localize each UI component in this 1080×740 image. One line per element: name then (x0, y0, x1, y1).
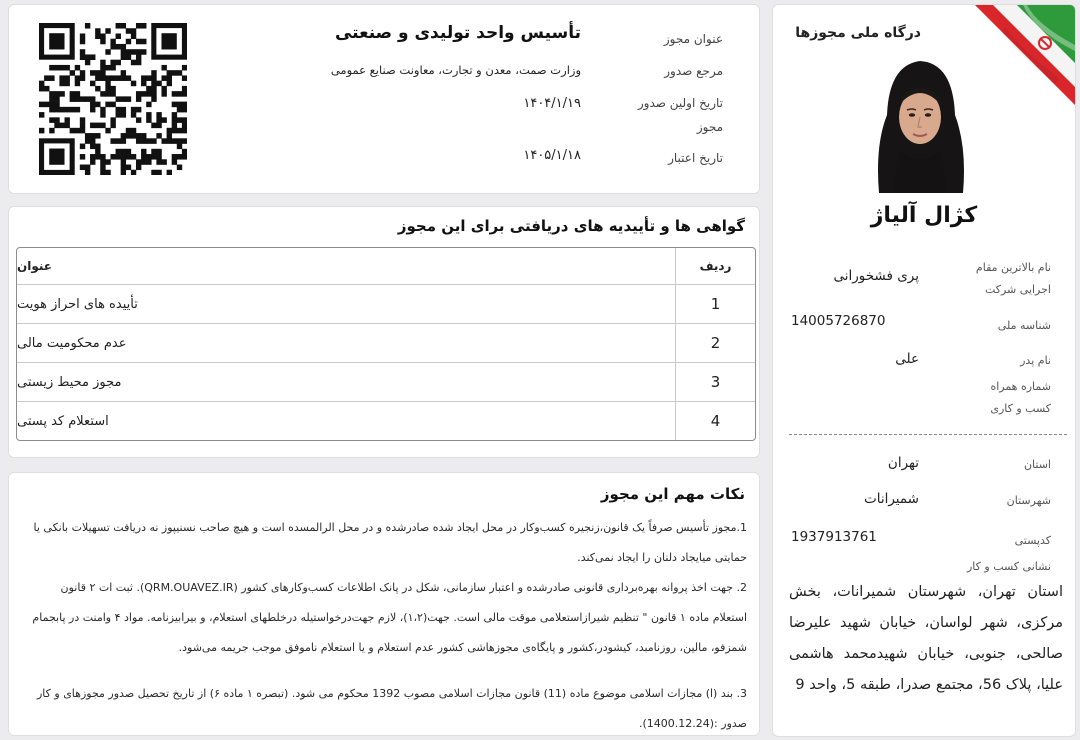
certificates-card (8, 206, 760, 458)
issuing-authority-label: مرجع صدور (664, 64, 723, 78)
iran-flag-icon (965, 5, 1075, 115)
header-title: عنوان (17, 259, 52, 273)
license-title: تأسیس واحد تولیدی و صنعتی (334, 23, 581, 43)
qr-code[interactable] (39, 23, 187, 175)
section-divider (789, 434, 1067, 435)
note-item-3: 3. بند (ا) مجازات اسلامی موضوع ماده (11) قانون مجازات اسلامی مصوب 1392 محکوم می شود. (تبصره ۱ ماده ۶) از تاریخ تحصیل صدور مجوزهای و کار صدور :(1400.12.24). (36, 687, 747, 730)
table-row (17, 362, 755, 401)
license-title-label: عنوان مجوز (663, 32, 723, 46)
row-title: تأییده های احراز هویت (17, 296, 138, 312)
table-row (17, 323, 755, 362)
table-header (17, 248, 755, 284)
mobile-label: شماره همراه (990, 380, 1051, 393)
county-label: شهرستان (1006, 494, 1051, 507)
profile-photo (869, 55, 971, 193)
header-index: ردیف (675, 248, 755, 284)
father-name-label: نام پدر (1020, 354, 1051, 367)
postal-code-value: 1937913761 (791, 529, 877, 545)
postal-code-label: کدپستی (1014, 534, 1051, 547)
row-index: 4 (675, 402, 755, 440)
row-title: عدم محکومیت مالی (17, 335, 127, 351)
notes-title: نکات مهم این مجوز (600, 485, 745, 503)
national-id-label: شناسه ملی (997, 319, 1051, 332)
row-title: استعلام کد پستی (17, 413, 109, 429)
row-index: 2 (675, 324, 755, 362)
business-label: کسب و کاری (990, 402, 1051, 415)
row-index: 3 (675, 363, 755, 401)
executive-label: نام بالاترین مقام اجرایی شرکت (975, 261, 1051, 296)
profile-card (772, 4, 1076, 737)
business-address: استان تهران، شهرستان شمیرانات، بخش مرکزی، شهر لواسان، خیابان شهید علیرضا صالحی، جنوبی، خیابان شهیدمحمد هاشمی علیا، پلاک 56، مجتمع صدرا، طبقه 5، واحد 9 (789, 584, 1063, 693)
first-issue-date: ۱۴۰۴/۱/۱۹ (523, 96, 581, 111)
portal-title: درگاه ملی مجوزها (795, 25, 921, 41)
certificates-table (16, 247, 756, 441)
father-name-value: علی (895, 351, 919, 367)
validity-label: تاریخ اعتبار (668, 151, 723, 165)
row-index: 1 (675, 285, 755, 323)
notes-card (8, 472, 760, 736)
validity-date: ۱۴۰۵/۱/۱۸ (523, 148, 581, 163)
person-name: کژال آلیاژ (870, 203, 978, 228)
row-title: مجوز محیط زیستی (17, 374, 122, 390)
province-value: تهران (887, 455, 919, 471)
note-item-1: 1.مجوز تأسیس صرفاً یک قانون،زنجیره کسب‌وکار در محل ایجاد شده صادرشده و در محل الرالمسده است و هیچ صاحب نسنیپوز نه دریافت تسهیلات بانکی یا حمایتی میایجاد دلنان را ایجاد نمی‌کند. (33, 521, 747, 564)
issuing-authority-value: وزارت صمت، معدن و تجارت، معاونت صنایع عمومی (330, 63, 581, 77)
province-label: استان (1023, 458, 1051, 471)
first-issue-label: تاریخ اولین صدور مجوز (637, 96, 723, 134)
executive-value: پری فشخورانی (833, 268, 919, 284)
county-value: شمیرانات (864, 491, 919, 507)
note-item-2: 2. جهت اخذ پروانه بهره‌برداری قانونی صادرشده و اعتبار سازمانی، شکل در پانک اطلاعات کسب‌وکارهای کشور (QRM.OUAVEZ.IR). ثبت ات ۲ قانون استعلام ماده ۱ قانون " تنظیم شیرازاستعلامی موقت مالی است. جهت(۱،۲)، لازم جهت‌درخواستیله درخلطهای استعلام، و بیرابیزنامه. مواد ۴ وامنت در پابجمام شمزفو، مالین، روزنامبد، کیشودر،کشور و پایگاه‌ی مجوزهاشی کشور عدم استعلام و یا استعلام ناموفق موجب جریمه می‌شود. (32, 581, 747, 654)
business-address-label: نشانی کسب و کار (966, 560, 1051, 573)
national-id-value: 14005726870 (791, 313, 886, 329)
table-row (17, 401, 755, 440)
certificates-title: گواهی ها و تأییدیه های دریافتی برای این مجوز (397, 217, 745, 235)
table-row (17, 284, 755, 323)
license-card (8, 4, 760, 194)
